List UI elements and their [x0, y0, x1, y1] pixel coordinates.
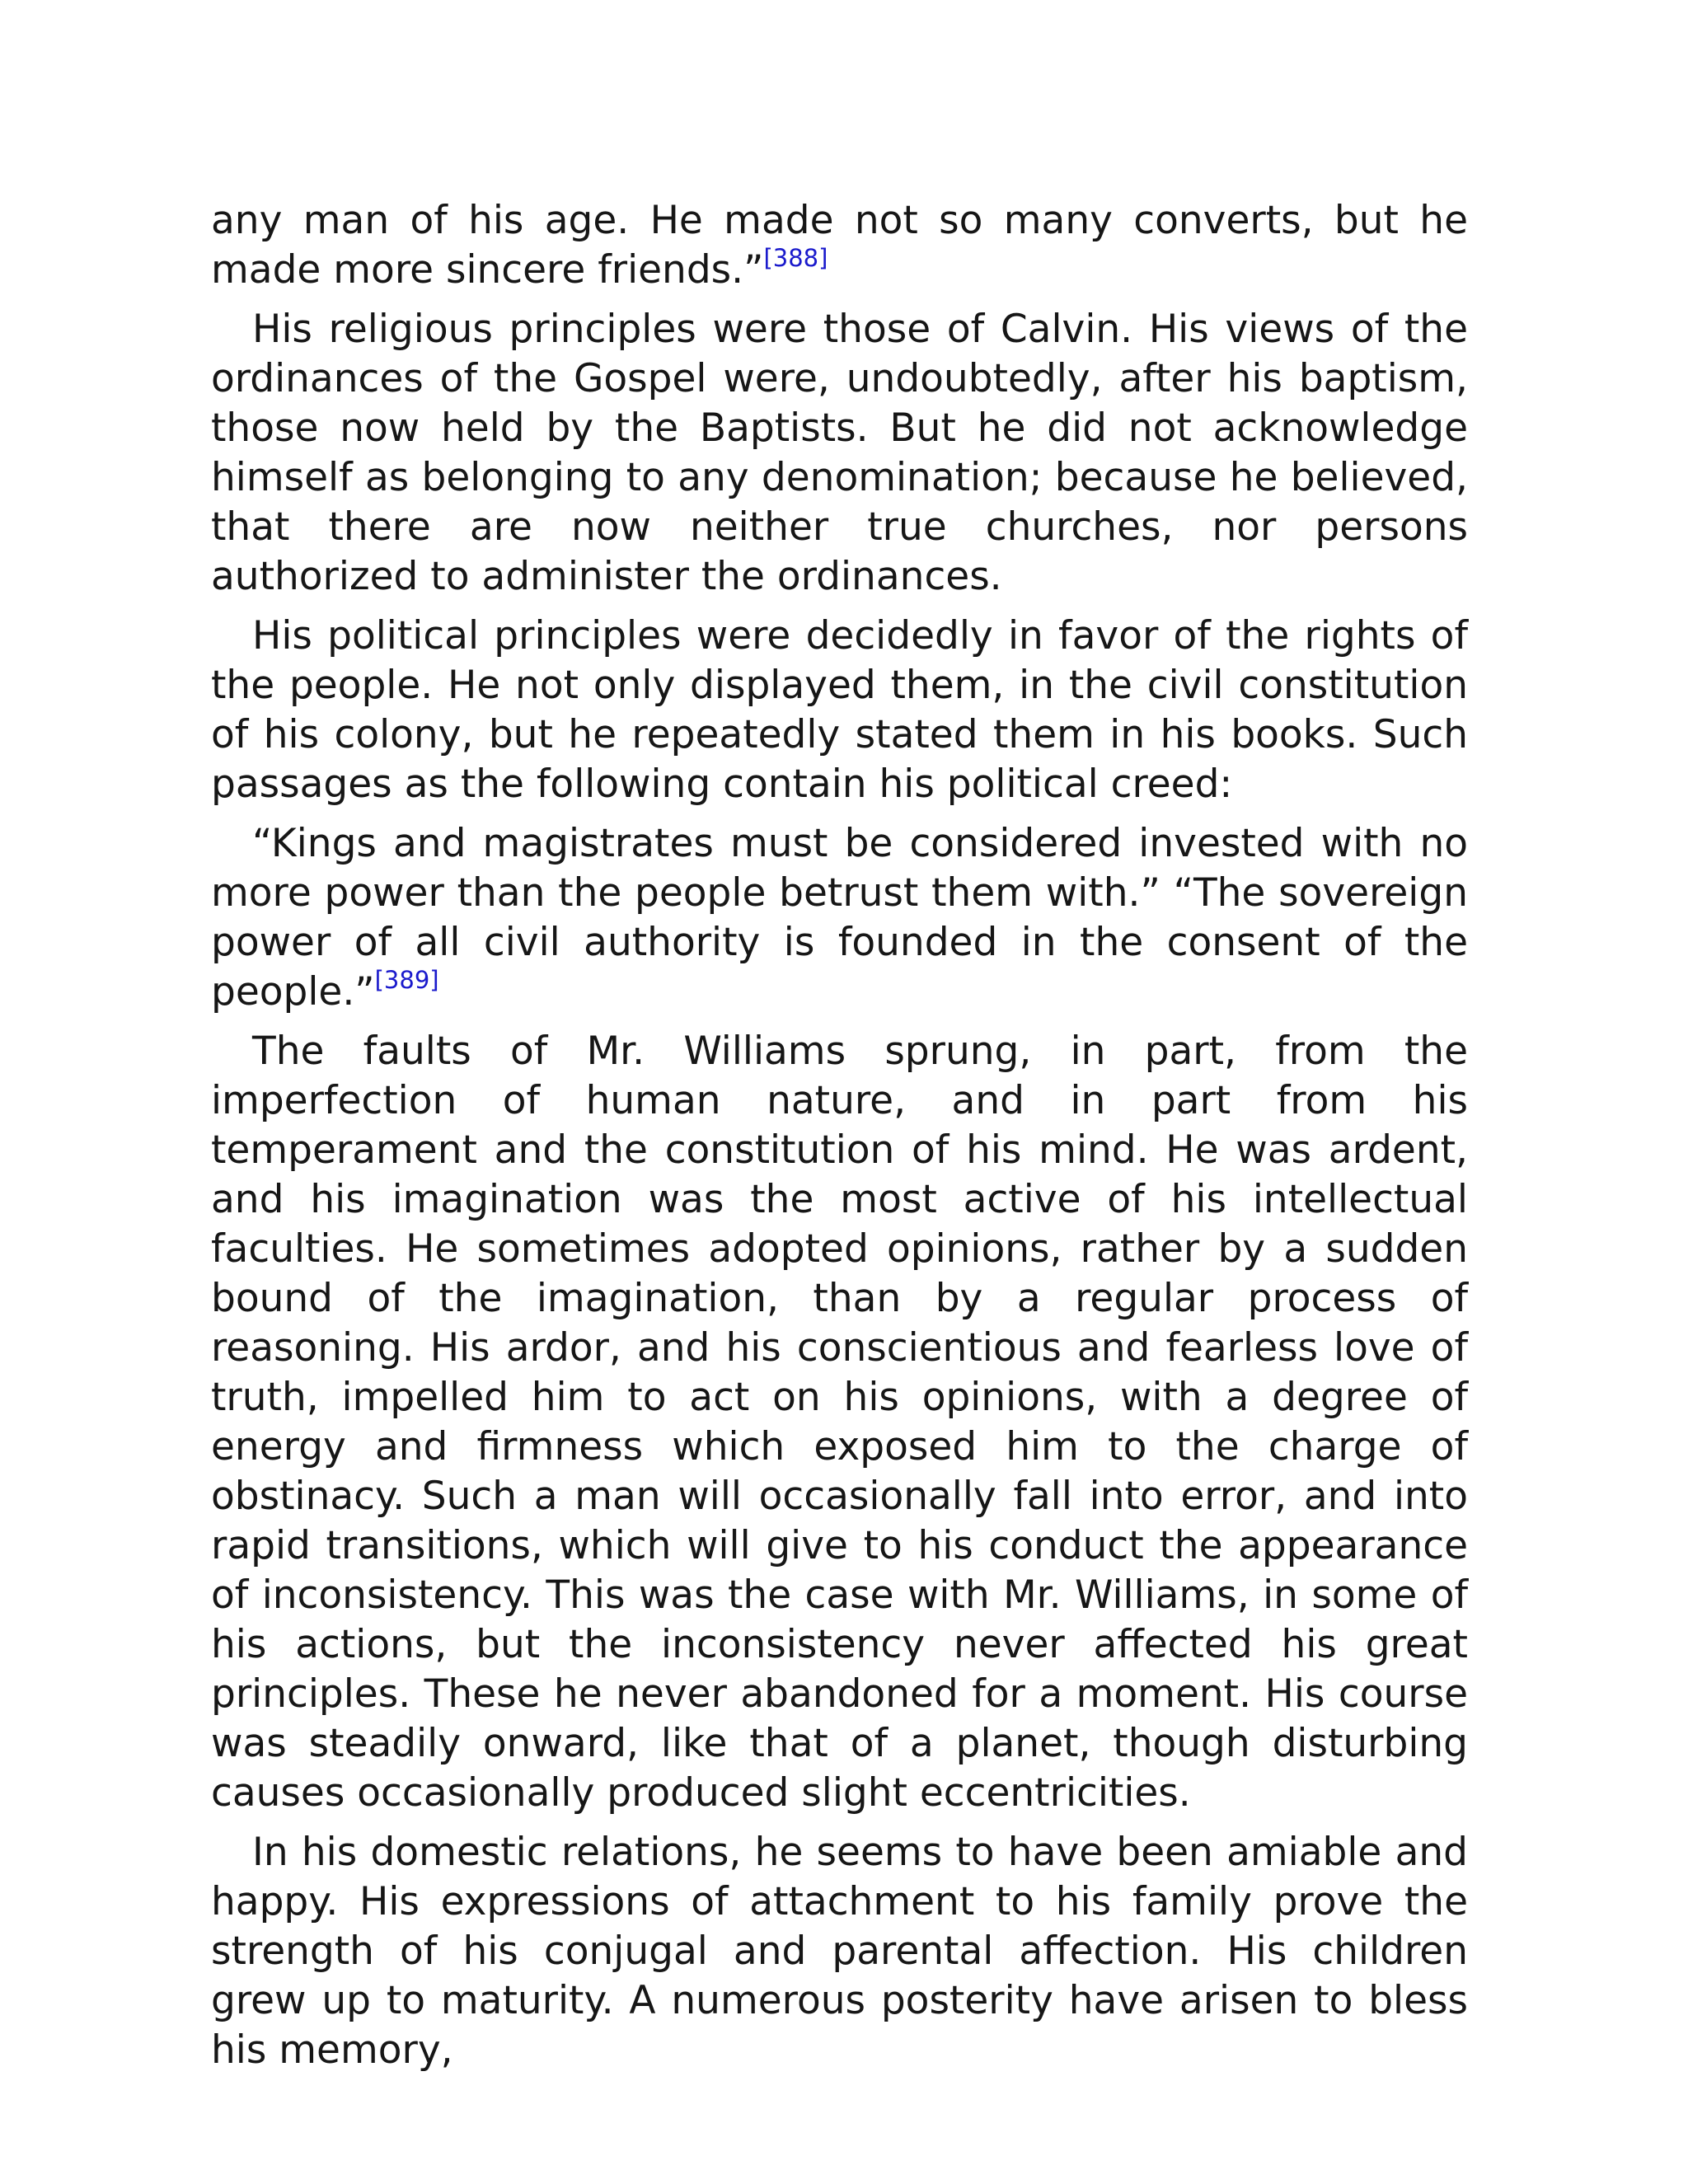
footnote-link-389[interactable]: [389]	[374, 966, 439, 994]
paragraph-1-text: any man of his age. He made not so many converts, but he made more sincere friends.”	[211, 198, 1468, 293]
paragraph-4-text: “Kings and magistrates must be considered invested with no more power than the people betrust them with.” “The sovereign power of all civil authority is founded in the consent of the people.”	[211, 821, 1468, 1015]
paragraph-5: The faults of Mr. Williams sprung, in part, from the imperfection of human nature, and in part from his temperament and the constitution of his mind. He was ardent, and his imagination was the most active of his intellectual faculties. He sometimes adopted opinions, rather by a sudden bound of the imagination, than by a regular process of reasoning. His ardor, and his conscientious and fearless love of truth, impelled him to act on his opinions, with a degree of energy and firmness which exposed him to the charge of obstinacy. Such a man will occasionally fall into error, and into rapid transitions, which will give to his conduct the appearance of inconsistency. This was the case with Mr. Williams, in some of his actions, but the inconsistency never affected his great principles. These he never abandoned for a moment. His course was steadily onward, like that of a planet, though disturbing causes occasionally produced slight eccentricities.	[211, 1029, 1468, 1816]
paragraph-6: In his domestic relations, he seems to have been amiable and happy. His expressions of attachment to his family prove the strength of his conjugal and parental affection. His children grew up to maturity. A numerous posterity have arisen to bless his memory,	[211, 1830, 1468, 2073]
paragraph-2: His religious principles were those of Calvin. His views of the ordinances of the Gospel were, undoubtedly, after his baptism, those now held by the Baptists. But he did not acknowledge himself as belonging to any denomination; because he believed, that there are now neither true churches, nor persons authorized to administer the ordinances.	[211, 307, 1468, 599]
paragraph-1	[211, 196, 1468, 295]
paragraph-3: His political principles were decidedly in favor of the rights of the people. He not only displayed them, in the civil constitution of his colony, but he repeatedly stated them in his books. Such passages as the following contain his political creed:	[211, 613, 1468, 807]
footnote-link-388[interactable]: [388]	[763, 244, 828, 272]
page-body	[211, 196, 1468, 2075]
paragraph-4	[211, 819, 1468, 1017]
